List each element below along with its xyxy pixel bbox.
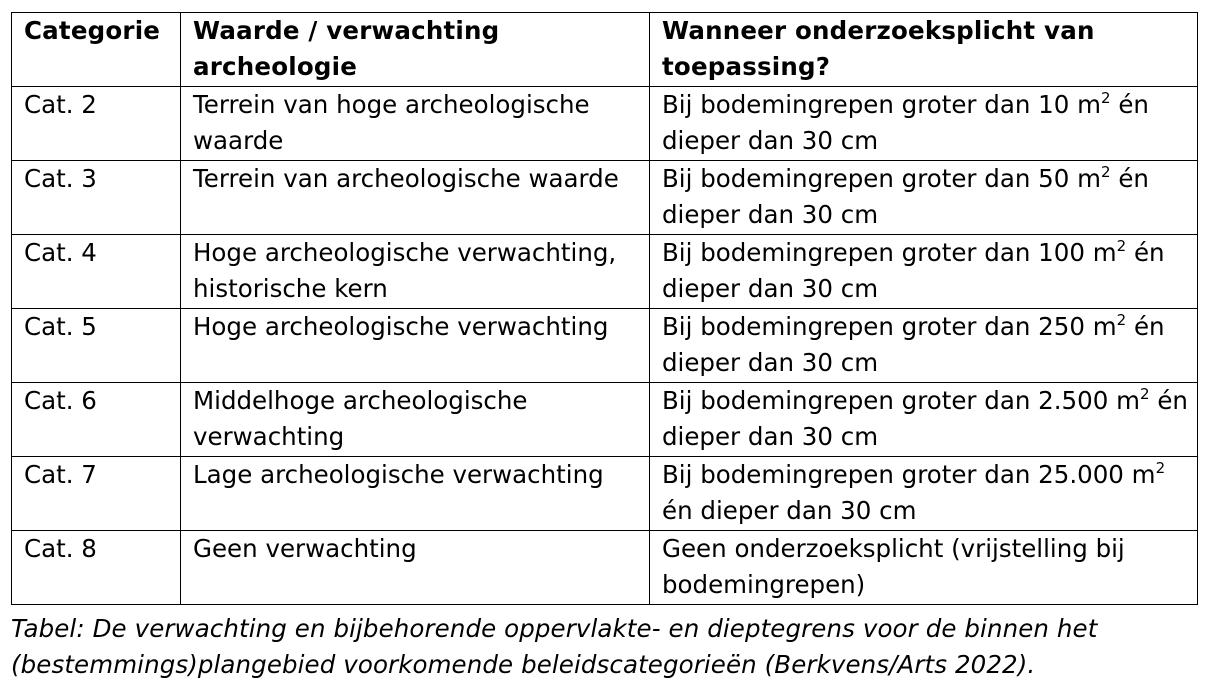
table-row (12, 235, 1198, 309)
superscript: 2 (1101, 88, 1111, 107)
cell-category: Cat. 2 (12, 87, 181, 161)
cell-duty (650, 87, 1198, 161)
duty-tail: én dieper dan 30 cm (662, 238, 1165, 303)
duty-tail: én dieper dan 30 cm (662, 90, 1149, 155)
cell-duty (650, 161, 1198, 235)
header-value: Waarde / verwachting archeologie (181, 13, 650, 87)
table-caption: Tabel: De verwachting en bijbehorende oppervlakte- en dieptegrens voor de binnen het (bestemmings)plangebied voorkomende beleidscategorieën (Berkvens/Arts 2022). (11, 614, 1098, 679)
cell-value: Hoge archeologische verwachting, historische kern (181, 235, 650, 309)
cell-value: Terrein van hoge archeologische waarde (181, 87, 650, 161)
duty-text: Bij bodemingrepen groter dan 2.500 m (662, 386, 1140, 415)
table-header-row (12, 13, 1198, 87)
duty-text: Bij bodemingrepen groter dan 250 m (662, 312, 1117, 341)
duty-tail: én dieper dan 30 cm (662, 164, 1149, 229)
duty-tail: én dieper dan 30 cm (662, 496, 917, 525)
duty-text: Geen onderzoeksplicht (vrijstelling bij bodemingrepen) (662, 534, 1125, 599)
table-row (12, 531, 1198, 605)
cell-duty (650, 235, 1198, 309)
cell-value: Lage archeologische verwachting (181, 457, 650, 531)
cell-duty (650, 309, 1198, 383)
cell-category: Cat. 8 (12, 531, 181, 605)
header-duty: Wanneer onderzoeksplicht van toepassing? (650, 13, 1198, 87)
superscript: 2 (1116, 310, 1127, 329)
table-row (12, 383, 1198, 457)
cell-category: Cat. 7 (12, 457, 181, 531)
duty-text: Bij bodemingrepen groter dan 100 m (662, 238, 1117, 267)
duty-text: Bij bodemingrepen groter dan 10 m (662, 90, 1102, 119)
superscript: 2 (1101, 162, 1111, 181)
cell-value: Terrein van archeologische waarde (181, 161, 650, 235)
superscript: 2 (1116, 236, 1127, 255)
cell-value: Middelhoge archeologische verwachting (181, 383, 650, 457)
cell-category: Cat. 4 (12, 235, 181, 309)
header-category: Categorie (12, 13, 181, 87)
superscript: 2 (1139, 384, 1150, 403)
category-table (11, 12, 1198, 605)
cell-duty (650, 383, 1198, 457)
table-row (12, 87, 1198, 161)
cell-duty (650, 457, 1198, 531)
table-row (12, 309, 1198, 383)
cell-value: Hoge archeologische verwachting (181, 309, 650, 383)
duty-text: Bij bodemingrepen groter dan 50 m (662, 164, 1102, 193)
table-row (12, 161, 1198, 235)
duty-tail: én dieper dan 30 cm (662, 386, 1188, 451)
cell-category: Cat. 3 (12, 161, 181, 235)
table-row (12, 457, 1198, 531)
cell-category: Cat. 5 (12, 309, 181, 383)
cell-category: Cat. 6 (12, 383, 181, 457)
cell-value: Geen verwachting (181, 531, 650, 605)
superscript: 2 (1155, 458, 1166, 477)
duty-tail: én dieper dan 30 cm (662, 312, 1165, 377)
cell-duty (650, 531, 1198, 605)
duty-text: Bij bodemingrepen groter dan 25.000 m (662, 460, 1156, 489)
